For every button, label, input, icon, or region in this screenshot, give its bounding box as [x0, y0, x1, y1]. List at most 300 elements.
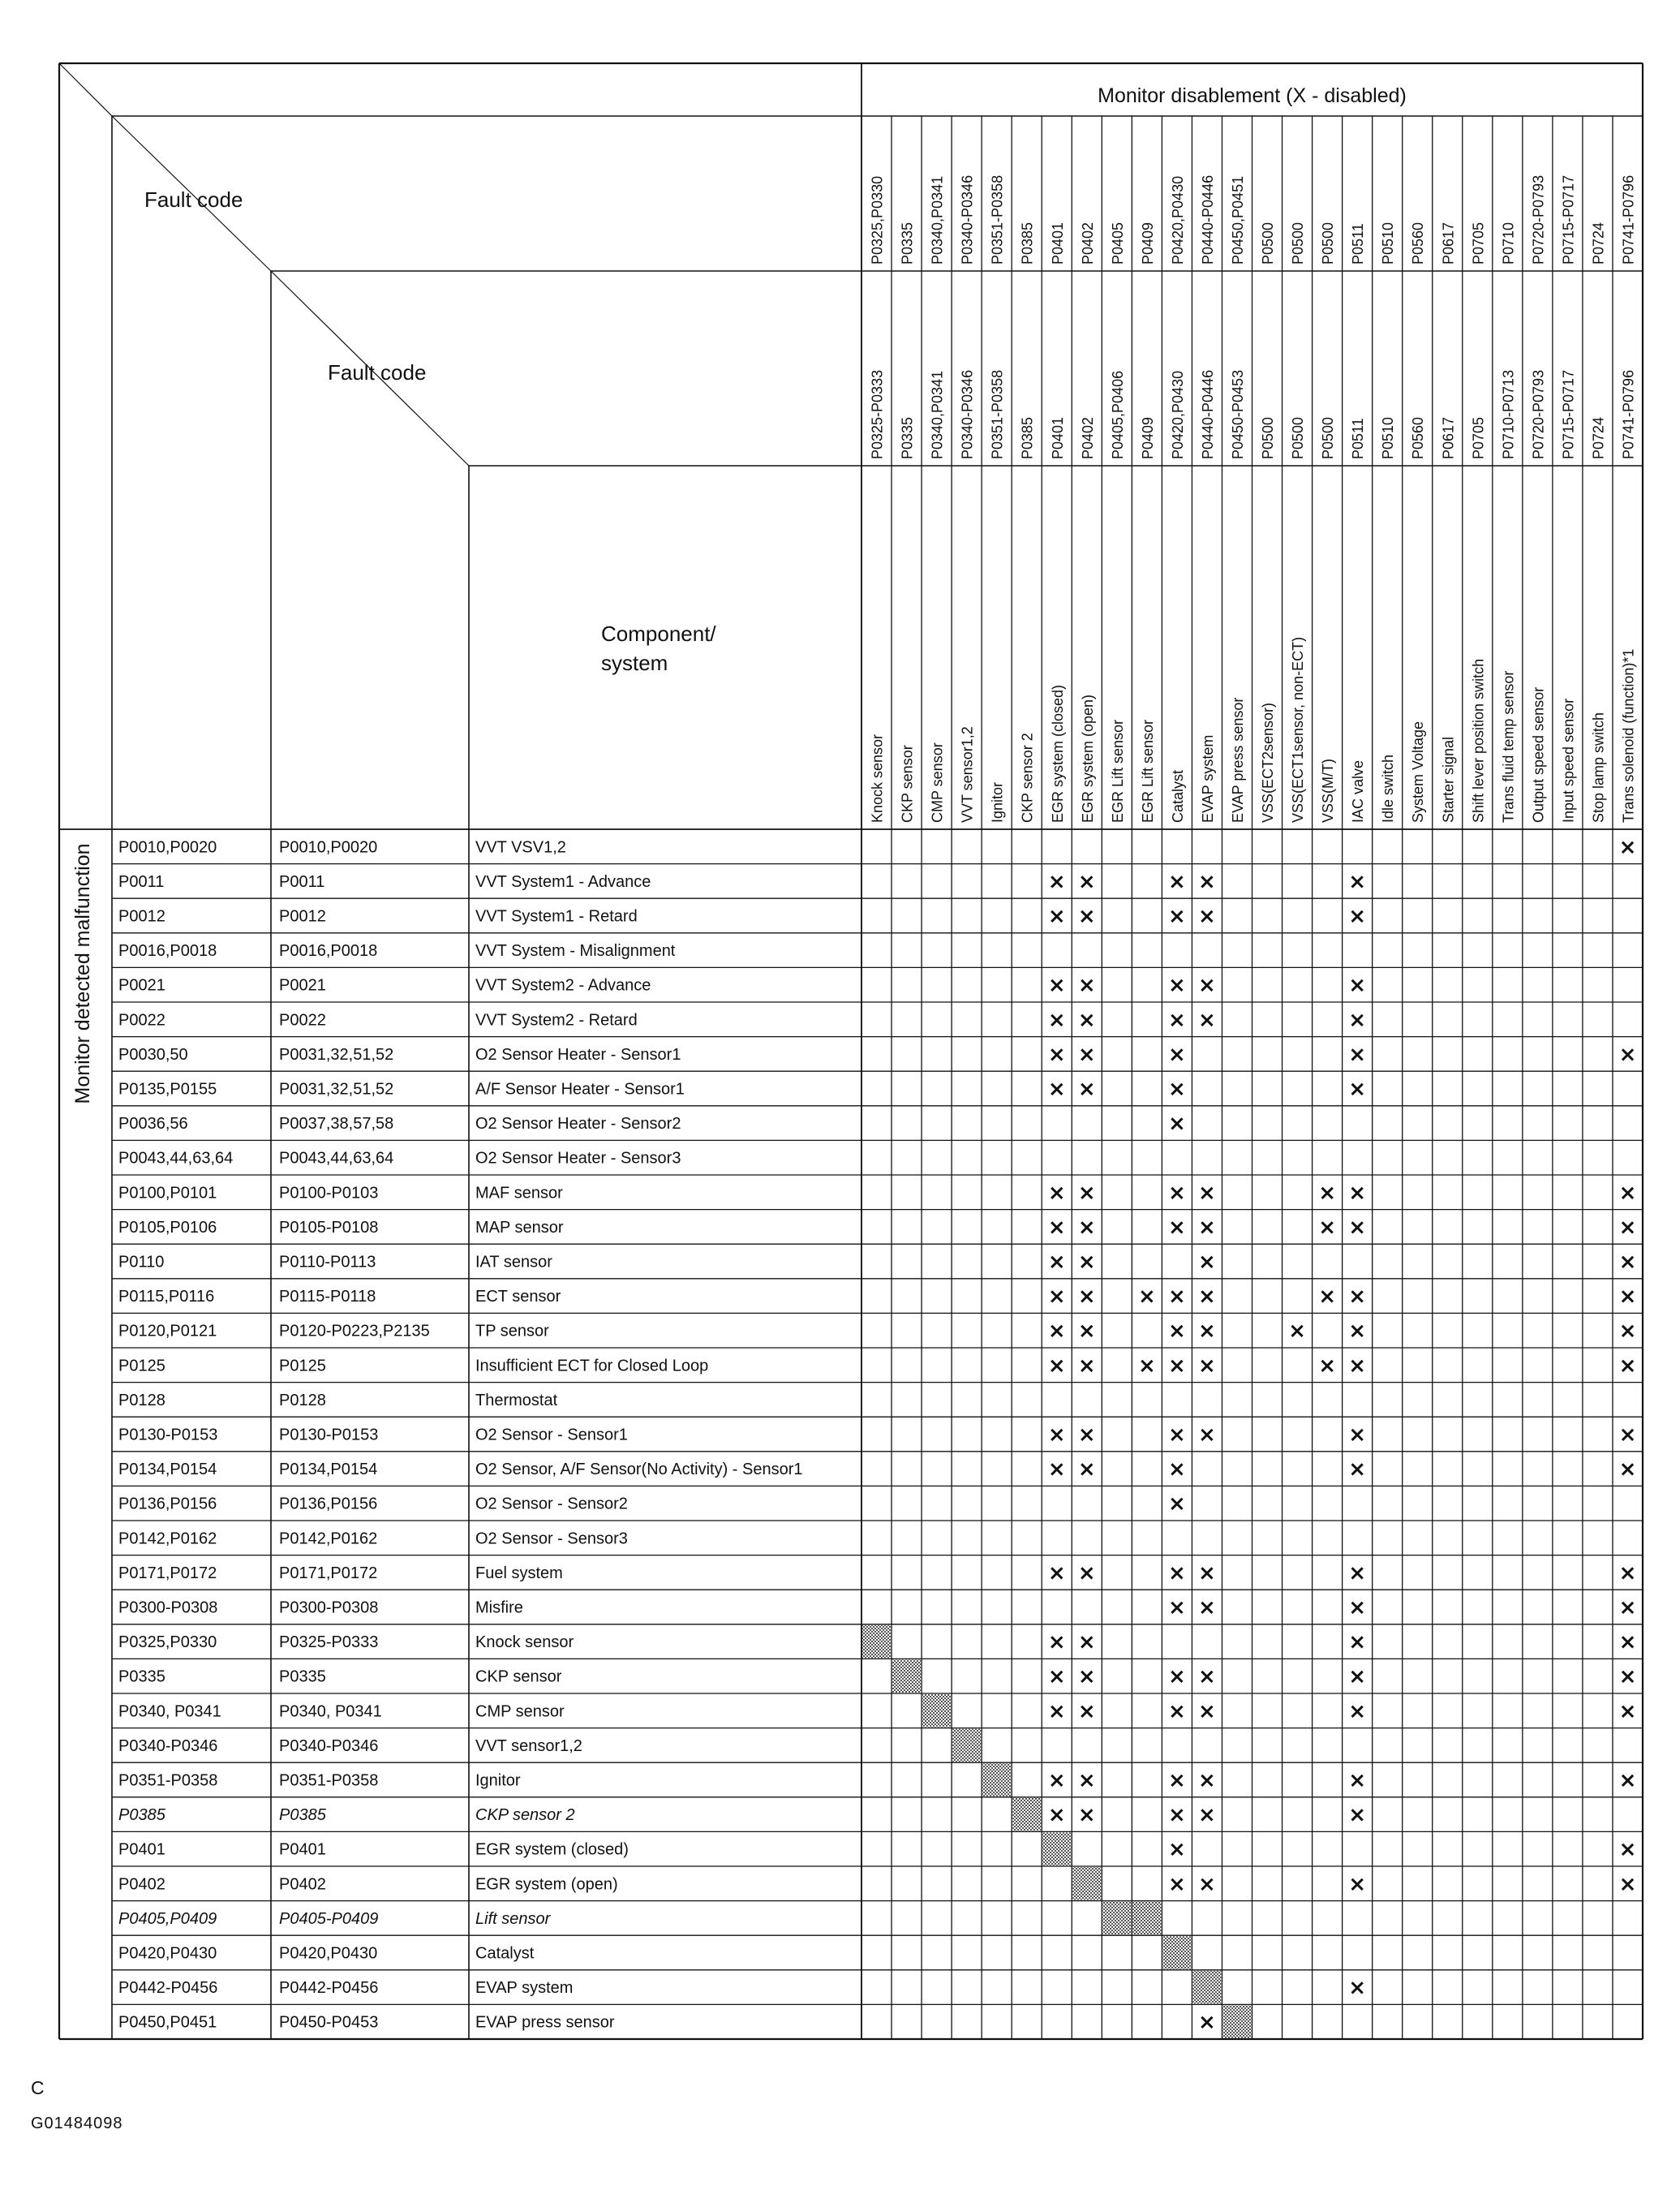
- row-component: O2 Sensor Heater - Sensor3: [475, 1149, 681, 1168]
- row-code2: P0110-P0113: [279, 1253, 376, 1271]
- shaded-cell: [1102, 1902, 1131, 1935]
- disabled-x-mark: ×: [1168, 1422, 1186, 1448]
- monitor-disablement-title: Monitor disablement (X - disabled): [1098, 84, 1407, 107]
- row-code1: P0100,P0101: [118, 1184, 217, 1203]
- column-code2: P0325-P0333: [869, 369, 886, 459]
- row-component: ECT sensor: [475, 1288, 561, 1306]
- disabled-x-mark: ×: [1168, 1077, 1186, 1102]
- row-code1: P0016,P0018: [118, 942, 217, 961]
- disabled-x-mark: ×: [1077, 1768, 1096, 1793]
- column-code2: P0500: [1260, 416, 1277, 459]
- row-code1: P0130-P0153: [118, 1426, 218, 1444]
- column-code2: P0710-P0713: [1500, 369, 1517, 459]
- disabled-x-mark: ×: [1198, 1803, 1216, 1828]
- fault-code-label-1: Fault code: [144, 187, 243, 212]
- row-component: EVAP system: [475, 1979, 574, 1998]
- disabled-x-mark: ×: [1137, 1284, 1156, 1310]
- disabled-x-mark: ×: [1348, 1042, 1367, 1067]
- row-code2: P0171,P0172: [279, 1564, 378, 1582]
- disabled-x-mark: ×: [1348, 1976, 1367, 2001]
- row-code1: P0011: [118, 872, 165, 891]
- figure-letter: C: [31, 2077, 45, 2098]
- column-code1: P0450,P0451: [1229, 175, 1246, 265]
- row-code2: P0130-P0153: [279, 1426, 379, 1444]
- disabled-x-mark: ×: [1077, 1630, 1096, 1655]
- row-code1: P0036,56: [118, 1115, 188, 1134]
- disabled-x-mark: ×: [1168, 1215, 1186, 1240]
- row-code1: P0135,P0155: [118, 1080, 217, 1099]
- row-code2: P0016,P0018: [279, 942, 378, 961]
- row-code1: P0401: [118, 1840, 165, 1859]
- row-code1: P0442-P0456: [118, 1979, 218, 1998]
- row-code1: P0125: [118, 1357, 165, 1375]
- row-component: VVT System2 - Retard: [475, 1011, 638, 1030]
- disabled-x-mark: ×: [1077, 1284, 1096, 1310]
- row-component: MAP sensor: [475, 1218, 564, 1237]
- row-code2: P0010,P0020: [279, 838, 378, 857]
- row-code1: P0325,P0330: [118, 1633, 217, 1652]
- disabled-x-mark: ×: [1348, 904, 1367, 929]
- disabled-x-mark: ×: [1047, 1215, 1066, 1240]
- disabled-x-mark: ×: [1618, 1457, 1637, 1482]
- disabled-x-mark: ×: [1348, 1181, 1367, 1206]
- disabled-x-mark: ×: [1348, 1872, 1367, 1897]
- disabled-x-mark: ×: [1077, 1250, 1096, 1275]
- disabled-x-mark: ×: [1318, 1181, 1336, 1206]
- disabled-x-mark: ×: [1348, 1803, 1367, 1828]
- row-component: MAF sensor: [475, 1184, 563, 1203]
- row-code1: P0351-P0358: [118, 1771, 218, 1790]
- disabled-x-mark: ×: [1168, 1353, 1186, 1379]
- row-component: Insufficient ECT for Closed Loop: [475, 1357, 709, 1375]
- row-code1: P0340, P0341: [118, 1702, 221, 1721]
- row-code1: P0385: [118, 1806, 165, 1825]
- column-code2: P0500: [1320, 416, 1337, 459]
- column-code1: P0510: [1380, 222, 1397, 265]
- column-code1: P0385: [1019, 222, 1036, 265]
- row-component: CKP sensor 2: [475, 1806, 575, 1825]
- column-code1: P0402: [1079, 222, 1096, 265]
- disabled-x-mark: ×: [1198, 1181, 1216, 1206]
- shaded-cell: [982, 1763, 1011, 1796]
- disabled-x-mark: ×: [1618, 1664, 1637, 1689]
- disabled-x-mark: ×: [1168, 1560, 1186, 1585]
- row-component: EVAP press sensor: [475, 2013, 615, 2032]
- column-component-name: CKP sensor: [899, 745, 916, 823]
- shaded-cell: [892, 1659, 921, 1693]
- row-code1: P0136,P0156: [118, 1495, 217, 1513]
- row-component: VVT VSV1,2: [475, 838, 566, 857]
- row-code1: P0335: [118, 1667, 165, 1686]
- component-label-line1: Component/: [601, 622, 716, 646]
- column-code2: P0450-P0453: [1229, 369, 1246, 459]
- column-code2: P0401: [1049, 416, 1066, 459]
- disabled-x-mark: ×: [1348, 869, 1367, 894]
- disabled-x-mark: ×: [1168, 1284, 1186, 1310]
- disabled-x-mark: ×: [1168, 1491, 1186, 1517]
- disabled-x-mark: ×: [1047, 1457, 1066, 1482]
- row-code1: P0043,44,63,64: [118, 1149, 234, 1168]
- row-component: CKP sensor: [475, 1667, 562, 1686]
- disabled-x-mark: ×: [1168, 1181, 1186, 1206]
- column-code2: P0402: [1079, 416, 1096, 459]
- disabled-x-mark: ×: [1348, 1664, 1367, 1689]
- disabled-x-mark: ×: [1618, 1319, 1637, 1344]
- row-code2: P0037,38,57,58: [279, 1115, 394, 1134]
- row-component: VVT System - Misalignment: [475, 942, 676, 961]
- disabled-x-mark: ×: [1168, 973, 1186, 998]
- row-code1: P0402: [118, 1875, 165, 1894]
- disabled-x-mark: ×: [1077, 1664, 1096, 1689]
- disabled-x-mark: ×: [1168, 1872, 1186, 1897]
- row-code1: P0134,P0154: [118, 1461, 217, 1479]
- column-code2: P0724: [1590, 416, 1607, 459]
- disabled-x-mark: ×: [1618, 1422, 1637, 1448]
- disabled-x-mark: ×: [1047, 1664, 1066, 1689]
- row-component: VVT System2 - Advance: [475, 976, 651, 995]
- disabled-x-mark: ×: [1348, 1560, 1367, 1585]
- column-code2: P0351-P0358: [989, 369, 1006, 459]
- column-code1: P0420,P0430: [1169, 175, 1186, 265]
- column-code2: P0340,P0341: [929, 370, 946, 459]
- disabled-x-mark: ×: [1198, 973, 1216, 998]
- disabled-x-mark: ×: [1137, 1353, 1156, 1379]
- disabled-x-mark: ×: [1618, 1630, 1637, 1655]
- disabled-x-mark: ×: [1077, 869, 1096, 894]
- row-component: Catalyst: [475, 1944, 535, 1963]
- disabled-x-mark: ×: [1618, 1042, 1637, 1067]
- disabled-x-mark: ×: [1348, 1630, 1367, 1655]
- disabled-x-mark: ×: [1618, 1837, 1637, 1862]
- disabled-x-mark: ×: [1077, 1181, 1096, 1206]
- disabled-x-mark: ×: [1047, 973, 1066, 998]
- disabled-x-mark: ×: [1198, 1008, 1216, 1033]
- disabled-x-mark: ×: [1047, 1560, 1066, 1585]
- row-code2: P0385: [279, 1806, 326, 1825]
- disabled-x-mark: ×: [1348, 1319, 1367, 1344]
- disabled-x-mark: ×: [1077, 1215, 1096, 1240]
- disabled-x-mark: ×: [1198, 1699, 1216, 1724]
- disabled-x-mark: ×: [1198, 1872, 1216, 1897]
- disabled-x-mark: ×: [1047, 1077, 1066, 1102]
- row-component: TP sensor: [475, 1322, 549, 1340]
- column-component-name: Catalyst: [1169, 769, 1186, 823]
- row-code2: P0142,P0162: [279, 1530, 378, 1548]
- shaded-cell: [862, 1625, 891, 1659]
- disabled-x-mark: ×: [1348, 1215, 1367, 1240]
- column-code2: P0500: [1290, 416, 1307, 459]
- disabled-x-mark: ×: [1047, 1803, 1066, 1828]
- shaded-cell: [1132, 1902, 1161, 1935]
- shaded-cell: [1162, 1936, 1191, 1969]
- column-code1: P0340-P0346: [959, 174, 976, 265]
- disabled-x-mark: ×: [1168, 1664, 1186, 1689]
- column-component-name: VSS(ECT2sensor): [1260, 702, 1277, 823]
- disabled-x-mark: ×: [1348, 1077, 1367, 1102]
- row-component: IAT sensor: [475, 1253, 552, 1271]
- column-component-name: Starter signal: [1440, 736, 1457, 823]
- column-code2: P0409: [1139, 416, 1156, 459]
- shaded-cell: [1192, 1971, 1221, 2004]
- column-code1: P0409: [1139, 222, 1156, 265]
- disabled-x-mark: ×: [1348, 1008, 1367, 1033]
- row-component: O2 Sensor Heater - Sensor2: [475, 1115, 681, 1134]
- row-code2: P0120-P0223,P2135: [279, 1322, 430, 1340]
- row-code1: P0120,P0121: [118, 1322, 217, 1340]
- column-code1: P0715-P0717: [1560, 174, 1577, 265]
- disabled-x-mark: ×: [1348, 1422, 1367, 1448]
- column-component-name: Ignitor: [989, 781, 1006, 823]
- disabled-x-mark: ×: [1047, 869, 1066, 894]
- column-component-name: Shift lever position switch: [1470, 658, 1487, 823]
- column-code1: P0705: [1470, 222, 1487, 265]
- disabled-x-mark: ×: [1077, 1042, 1096, 1067]
- row-component: Ignitor: [475, 1771, 521, 1790]
- disabled-x-mark: ×: [1198, 1319, 1216, 1344]
- disabled-x-mark: ×: [1198, 1422, 1216, 1448]
- column-code1: P0617: [1440, 222, 1457, 265]
- disabled-x-mark: ×: [1077, 1422, 1096, 1448]
- column-code1: P0560: [1410, 222, 1427, 265]
- fault-code-label-2: Fault code: [328, 360, 427, 385]
- disabled-x-mark: ×: [1077, 1457, 1096, 1482]
- column-component-name: CKP sensor 2: [1019, 733, 1036, 823]
- row-code2: P0401: [279, 1840, 326, 1859]
- column-code1: P0440-P0446: [1199, 174, 1216, 265]
- row-code2: P0011: [279, 872, 325, 891]
- column-component-name: Trans solenoid (function)*1: [1620, 648, 1637, 823]
- row-code2: P0031,32,51,52: [279, 1045, 394, 1064]
- column-component-name: Input speed sensor: [1560, 698, 1577, 823]
- disabled-x-mark: ×: [1348, 1284, 1367, 1310]
- column-code1: P0720-P0793: [1530, 174, 1547, 265]
- column-component-name: CMP sensor: [929, 742, 946, 823]
- column-component-name: EVAP press sensor: [1229, 697, 1246, 823]
- row-code1: P0450,P0451: [118, 2013, 217, 2032]
- disabled-x-mark: ×: [1348, 1353, 1367, 1379]
- column-code2: P0420,P0430: [1169, 370, 1186, 459]
- column-code1: P0335: [899, 222, 916, 265]
- column-code1: P0325,P0330: [869, 175, 886, 265]
- row-component: O2 Sensor Heater - Sensor1: [475, 1045, 681, 1064]
- column-code2: P0385: [1019, 416, 1036, 459]
- disabled-x-mark: ×: [1618, 1353, 1637, 1379]
- disabled-x-mark: ×: [1077, 1077, 1096, 1102]
- disabled-x-mark: ×: [1047, 1699, 1066, 1724]
- disabled-x-mark: ×: [1077, 1353, 1096, 1379]
- row-code1: P0022: [118, 1011, 165, 1030]
- disabled-x-mark: ×: [1348, 1768, 1367, 1793]
- disabled-x-mark: ×: [1318, 1284, 1336, 1310]
- disabled-x-mark: ×: [1077, 1803, 1096, 1828]
- disabled-x-mark: ×: [1198, 1284, 1216, 1310]
- row-code2: P0300-P0308: [279, 1598, 379, 1617]
- column-component-name: System Voltage: [1410, 721, 1427, 823]
- disabled-x-mark: ×: [1168, 1803, 1186, 1828]
- row-code2: P0351-P0358: [279, 1771, 379, 1790]
- disabled-x-mark: ×: [1168, 1457, 1186, 1482]
- disabled-x-mark: ×: [1318, 1215, 1336, 1240]
- row-code1: P0012: [118, 907, 165, 926]
- disabled-x-mark: ×: [1077, 1699, 1096, 1724]
- row-component: Knock sensor: [475, 1633, 574, 1652]
- column-component-name: EGR system (closed): [1049, 684, 1066, 823]
- row-component: Thermostat: [475, 1391, 558, 1409]
- row-component: O2 Sensor - Sensor2: [475, 1495, 628, 1513]
- monitor-detected-malfunction-label: Monitor detected malfunction: [71, 843, 94, 1104]
- disabled-x-mark: ×: [1047, 904, 1066, 929]
- row-component: EGR system (open): [475, 1875, 618, 1894]
- column-code2: P0705: [1470, 416, 1487, 459]
- column-component-name: EGR system (open): [1079, 694, 1096, 823]
- disabled-x-mark: ×: [1168, 1699, 1186, 1724]
- row-code2: P0031,32,51,52: [279, 1080, 394, 1099]
- row-code2: P0402: [279, 1875, 326, 1894]
- disabled-x-mark: ×: [1168, 1112, 1186, 1137]
- shaded-cell: [1072, 1867, 1101, 1900]
- component-label-line2: system: [601, 651, 668, 675]
- disabled-x-mark: ×: [1077, 1560, 1096, 1585]
- disabled-x-mark: ×: [1348, 1699, 1367, 1724]
- disabled-x-mark: ×: [1198, 2010, 1216, 2035]
- column-code1: P0351-P0358: [989, 174, 1006, 265]
- disabled-x-mark: ×: [1168, 1008, 1186, 1033]
- disabled-x-mark: ×: [1348, 1595, 1367, 1620]
- figure-id: G01484098: [31, 2115, 123, 2132]
- column-component-name: Idle switch: [1380, 754, 1397, 823]
- column-component-name: Trans fluid temp sensor: [1500, 670, 1517, 823]
- shaded-cell: [1222, 2005, 1251, 2038]
- column-component-name: EVAP system: [1199, 734, 1216, 823]
- disabled-x-mark: ×: [1198, 1768, 1216, 1793]
- disabled-x-mark: ×: [1168, 1768, 1186, 1793]
- row-code1: P0105,P0106: [118, 1218, 217, 1237]
- row-component: VVT System1 - Retard: [475, 907, 638, 926]
- disabled-x-mark: ×: [1077, 904, 1096, 929]
- row-code2: P0340, P0341: [279, 1702, 382, 1721]
- column-component-name: VVT sensor1,2: [959, 726, 976, 823]
- row-code2: P0325-P0333: [279, 1633, 379, 1652]
- disabled-x-mark: ×: [1168, 1042, 1186, 1067]
- disabled-x-mark: ×: [1047, 1353, 1066, 1379]
- row-code1: P0171,P0172: [118, 1564, 217, 1582]
- shaded-cell: [1012, 1798, 1041, 1831]
- column-code2: P0335: [899, 416, 916, 459]
- disabled-x-mark: ×: [1618, 1250, 1637, 1275]
- disabled-x-mark: ×: [1168, 1319, 1186, 1344]
- column-code2: P0510: [1380, 416, 1397, 459]
- row-code2: P0115-P0118: [279, 1288, 376, 1306]
- row-code2: P0105-P0108: [279, 1218, 379, 1237]
- column-component-name: Knock sensor: [869, 734, 886, 823]
- row-code2: P0022: [279, 1011, 326, 1030]
- row-component: O2 Sensor, A/F Sensor(No Activity) - Sensor1: [475, 1461, 803, 1479]
- row-code2: P0128: [279, 1391, 326, 1409]
- disabled-x-mark: ×: [1318, 1353, 1336, 1379]
- disabled-x-mark: ×: [1198, 1560, 1216, 1585]
- disabled-x-mark: ×: [1198, 869, 1216, 894]
- column-code1: P0724: [1590, 222, 1607, 265]
- disabled-x-mark: ×: [1047, 1181, 1066, 1206]
- disabled-x-mark: ×: [1047, 1008, 1066, 1033]
- row-code2: P0100-P0103: [279, 1184, 379, 1203]
- column-component-name: Output speed sensor: [1530, 686, 1547, 823]
- column-code1: P0405: [1109, 222, 1126, 265]
- row-code1: P0300-P0308: [118, 1598, 218, 1617]
- row-code2: P0335: [279, 1667, 326, 1686]
- column-code2: P0560: [1410, 416, 1427, 459]
- row-component: VVT sensor1,2: [475, 1736, 582, 1755]
- disabled-x-mark: ×: [1077, 1319, 1096, 1344]
- disabled-x-mark: ×: [1047, 1319, 1066, 1344]
- disabled-x-mark: ×: [1047, 1042, 1066, 1067]
- column-component-name: EGR Lift sensor: [1139, 719, 1156, 823]
- disabled-x-mark: ×: [1348, 973, 1367, 998]
- disabled-x-mark: ×: [1618, 1699, 1637, 1724]
- disabled-x-mark: ×: [1618, 835, 1637, 860]
- row-code2: P0012: [279, 907, 326, 926]
- disabled-x-mark: ×: [1168, 1837, 1186, 1862]
- disabled-x-mark: ×: [1618, 1215, 1637, 1240]
- disabled-x-mark: ×: [1618, 1284, 1637, 1310]
- row-code2: P0134,P0154: [279, 1461, 378, 1479]
- row-code2: P0340-P0346: [279, 1736, 379, 1755]
- disabled-x-mark: ×: [1618, 1595, 1637, 1620]
- disabled-x-mark: ×: [1198, 1353, 1216, 1379]
- column-code1: P0340,P0341: [929, 175, 946, 265]
- column-code2: P0511: [1350, 418, 1367, 459]
- disabled-x-mark: ×: [1047, 1250, 1066, 1275]
- column-code2: P0405,P0406: [1109, 370, 1126, 459]
- column-code1: P0401: [1049, 222, 1066, 265]
- row-component: O2 Sensor - Sensor1: [475, 1426, 628, 1444]
- column-code1: P0511: [1350, 223, 1367, 265]
- disabled-x-mark: ×: [1618, 1872, 1637, 1897]
- column-code1: P0741-P0796: [1620, 174, 1637, 265]
- disabled-x-mark: ×: [1618, 1181, 1637, 1206]
- row-component: O2 Sensor - Sensor3: [475, 1530, 628, 1548]
- disabled-x-mark: ×: [1288, 1319, 1306, 1344]
- row-code2: P0405-P0409: [279, 1909, 379, 1928]
- column-component-name: VSS(ECT1sensor, non-ECT): [1290, 636, 1307, 823]
- disabled-x-mark: ×: [1168, 1595, 1186, 1620]
- row-code2: P0125: [279, 1357, 326, 1375]
- column-code2: P0617: [1440, 416, 1457, 459]
- row-component: EGR system (closed): [475, 1840, 629, 1859]
- disabled-x-mark: ×: [1198, 1250, 1216, 1275]
- shaded-cell: [1042, 1832, 1071, 1865]
- column-code1: P0500: [1320, 222, 1337, 265]
- column-component-name: EGR Lift sensor: [1109, 719, 1126, 823]
- row-code2: P0450-P0453: [279, 2013, 379, 2032]
- row-code1: P0010,P0020: [118, 838, 217, 857]
- disabled-x-mark: ×: [1077, 973, 1096, 998]
- row-component: CMP sensor: [475, 1702, 565, 1721]
- disabled-x-mark: ×: [1618, 1560, 1637, 1585]
- shaded-cell: [952, 1729, 981, 1762]
- column-component-name: IAC valve: [1350, 759, 1367, 823]
- column-code2: P0440-P0446: [1199, 369, 1216, 459]
- disabled-x-mark: ×: [1047, 1630, 1066, 1655]
- row-code2: P0420,P0430: [279, 1944, 378, 1963]
- column-code1: P0500: [1260, 222, 1277, 265]
- column-code2: P0340-P0346: [959, 369, 976, 459]
- column-code1: P0500: [1290, 222, 1307, 265]
- disabled-x-mark: ×: [1618, 1768, 1637, 1793]
- row-code1: P0128: [118, 1391, 165, 1409]
- column-component-name: Stop lamp switch: [1590, 712, 1607, 823]
- row-code1: P0405,P0409: [118, 1909, 217, 1928]
